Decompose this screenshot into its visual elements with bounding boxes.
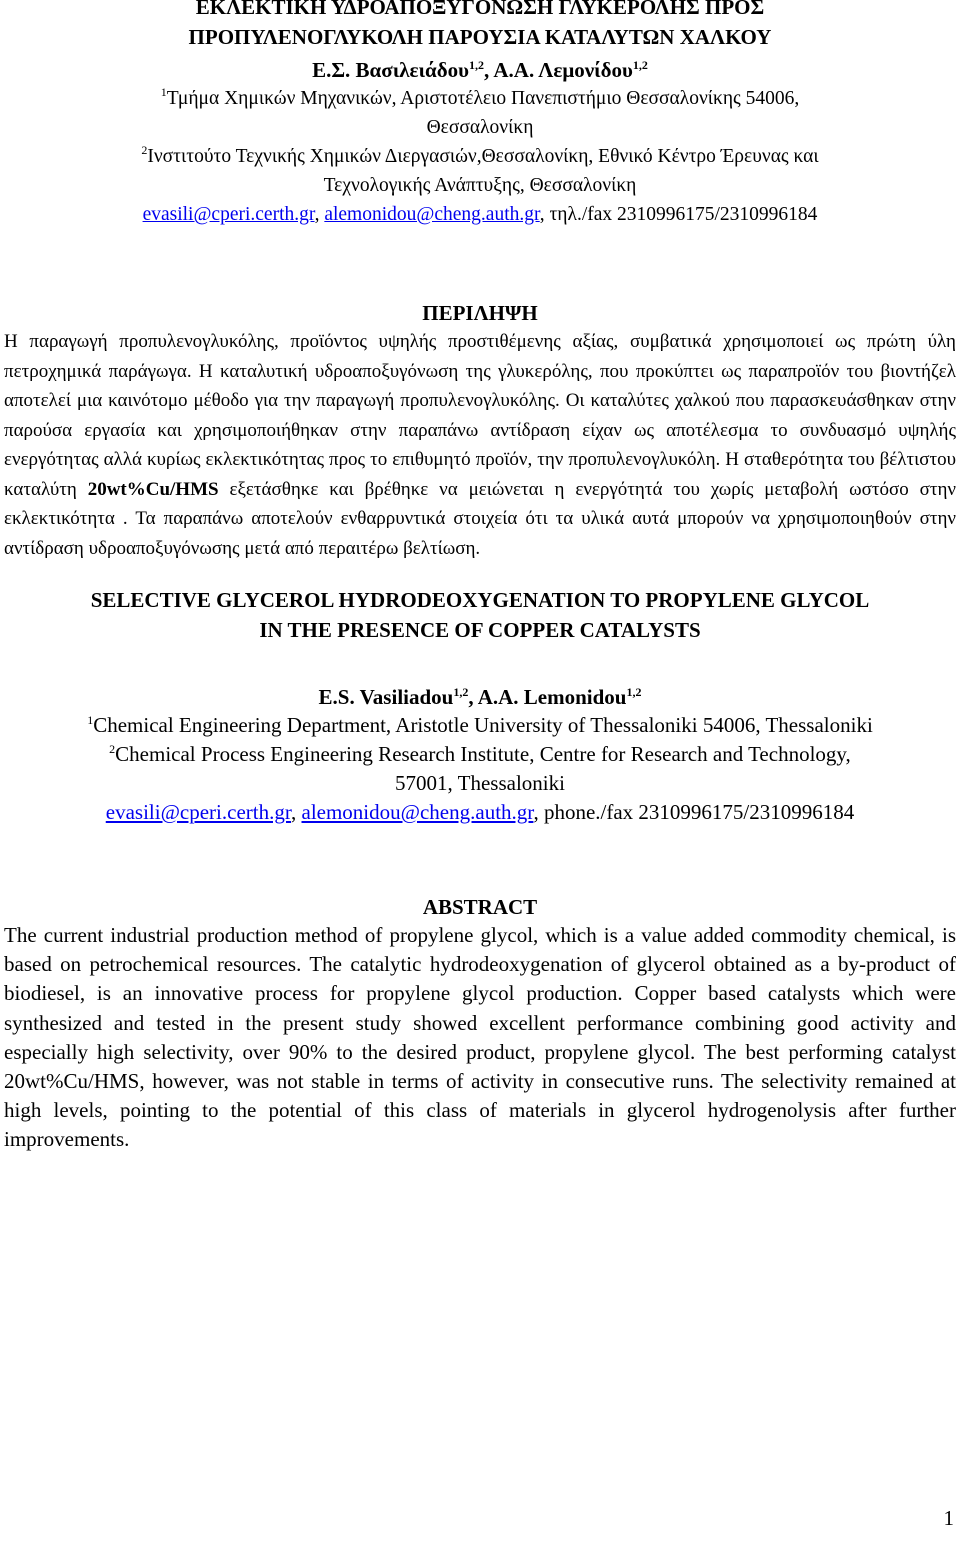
english-contact-line (4, 798, 956, 827)
greek-email-link-1[interactable]: evasili@cperi.certh.gr (142, 204, 315, 225)
abstract-text: The current industrial production method of propylene glycol, which is a value added commodity chemical, is based on petrochemical resources. The catalytic hydrodeoxygenation of glycerol obtained as a by-product of biodiesel, is an innovative process for propylene glycol production. Copper based catalysts which were synthesized and tested in the present study showed excellent performance combining good activity and especially high selectivity, over 90% to the desired product, propylene glycol. The best performing catalyst 20wt%Cu/HMS, however, was not stable in terms of activity in consecutive runs. The selectivity remained at high levels, pointing to the potential of this class of materials in glycerol hydrogenolysis after further improvements. (4, 923, 956, 1152)
greek-summary-text (4, 327, 956, 563)
greek-phone: , τηλ./fax 2310996175/2310996184 (539, 204, 818, 225)
greek-authors (4, 56, 956, 84)
english-email-link-2[interactable]: alemonidou@cheng.auth.gr (301, 800, 534, 824)
english-author-2-affiliation-mark: 1,2 (626, 685, 642, 699)
english-title-block (4, 585, 956, 645)
english-title-line-2: IN THE PRESENCE OF COPPER CATALYSTS (259, 618, 701, 642)
greek-author-2-affiliation-mark: 1,2 (632, 58, 648, 72)
greek-summary-part-2: εξετάσθηκε και βρέθηκε να μειώνεται η ενεργότητά του χωρίς μεταβολή ωστόσο στην εκλεκτικότητα . Τα παραπάνω αποτελούν ενθαρρυντικά στοιχεία ότι τα υλικά αυτά μπορούν να χρησιμοποιηθούν στην αντίδραση υδροαποξυγόνωσης μετά από περαιτέρω βελτίωση. (4, 478, 956, 559)
greek-affiliation-1-line-1: Τμήμα Χημικών Μηχανικών, Αριστοτέλειο Πανεπιστήμιο Θεσσαλονίκης 54006, (166, 88, 800, 109)
greek-summary-catalyst: 20wt%Cu/HMS (87, 478, 219, 500)
english-affiliation-1-text: Chemical Engineering Department, Aristotle University of Thessaloniki 54006, Thessaloniki (93, 713, 873, 737)
greek-title-block (4, 0, 956, 52)
english-authors (4, 683, 956, 711)
greek-author-1: Ε.Σ. Βασιλειάδου (312, 58, 470, 82)
greek-contact-line (4, 200, 956, 229)
english-affiliation-1 (4, 711, 956, 740)
english-phone: , phone./fax 2310996175/2310996184 (533, 800, 855, 824)
english-affiliation-2-line-1: Chemical Process Engineering Research Institute, Centre for Research and Technology, (115, 742, 851, 766)
english-author-separator: , (468, 685, 478, 709)
greek-summary-part-1: Η παραγωγή προπυλενογλυκόλης, προϊόντος υψηλής προστιθέμενης αξίας, συμβατικά χρησιμοποιεί ως πρώτη ύλη πετροχημικά παράγωγα. Η καταλυτική υδροαποξυγόνωση της γλυκερόλης, που προκύπτει ως παραπροϊόν του βιοντήζελ αποτελεί μια καινότομο μέθοδο για την παραγωγή προπυλενογλυκόλης. Οι καταλύτες χαλκού που παρασκευάσθηκαν στην παρούσα εργασία και χρησιμοποιήθηκαν στην παραπάνω αντίδραση είχαν ως αποτέλεσμα το συνδυασμό υψηλής ενεργότητας αλλά κυρίως εκλεκτικότητας προς το επιθυμητό προϊόν, την προπυλενογλυκόλη. Η σταθερότητα του βέλτιστου καταλύτη (4, 331, 956, 500)
english-title-line-1: SELECTIVE GLYCEROL HYDRODEOXYGENATION TO PROPYLENE GLYCOL (90, 588, 870, 612)
greek-affiliation-2 (4, 142, 956, 171)
english-affiliation-2-line-2: 57001, Thessaloniki (395, 771, 565, 795)
greek-affiliation-2-mark: 2 (141, 143, 148, 157)
abstract-heading: ABSTRACT (422, 895, 538, 919)
english-affiliations (4, 711, 956, 827)
greek-author-2: Α.Α. Λεμονίδου (493, 58, 633, 82)
greek-title-line-1: ΕΚΛΕΚΤΙΚΗ ΥΔΡΟΑΠΟΞΥΓΟΝΩΣΗ ΓΛΥΚΕΡΟΛΗΣ ΠΡΟΣ (195, 0, 765, 19)
greek-title-line-2: ΠΡΟΠΥΛΕΝΟΓΛΥΚΟΛΗ ΠΑΡΟΥΣΙΑ ΚΑΤΑΛΥΤΩΝ ΧΑΛΚΟΥ (188, 25, 772, 49)
greek-author-separator: , (484, 58, 494, 82)
page-number: 1 (943, 1506, 954, 1530)
english-affiliation-2-mark: 2 (109, 742, 116, 756)
greek-affiliation-2-line-1: Ινστιτούτο Τεχνικής Χημικών Διεργασιών,Θεσσαλονίκη, Εθνικό Κέντρο Έρευνας και (147, 146, 819, 167)
english-email-link-1[interactable]: evasili@cperi.certh.gr (105, 800, 291, 824)
english-affiliation-2 (4, 740, 956, 769)
english-email-separator: , (291, 800, 302, 824)
english-author-2: A.A. Lemonidou (477, 685, 627, 709)
greek-affiliation-1-mark: 1 (160, 85, 167, 99)
greek-email-separator: , (314, 204, 325, 225)
greek-author-1-affiliation-mark: 1,2 (469, 58, 485, 72)
greek-summary-heading: ΠΕΡΙΛΗΨΗ (422, 301, 538, 325)
english-affiliation-1-mark: 1 (87, 713, 94, 727)
greek-affiliation-1-line-2: Θεσσαλονίκη (426, 117, 534, 138)
greek-email-link-2[interactable]: alemonidou@cheng.auth.gr (324, 204, 540, 225)
english-author-1-affiliation-mark: 1,2 (453, 685, 469, 699)
english-author-1: E.S. Vasiliadou (318, 685, 454, 709)
greek-affiliations (4, 84, 956, 229)
greek-affiliation-1 (4, 84, 956, 113)
greek-affiliation-2-line-2: Τεχνολογικής Ανάπτυξης, Θεσσαλονίκη (323, 175, 637, 196)
